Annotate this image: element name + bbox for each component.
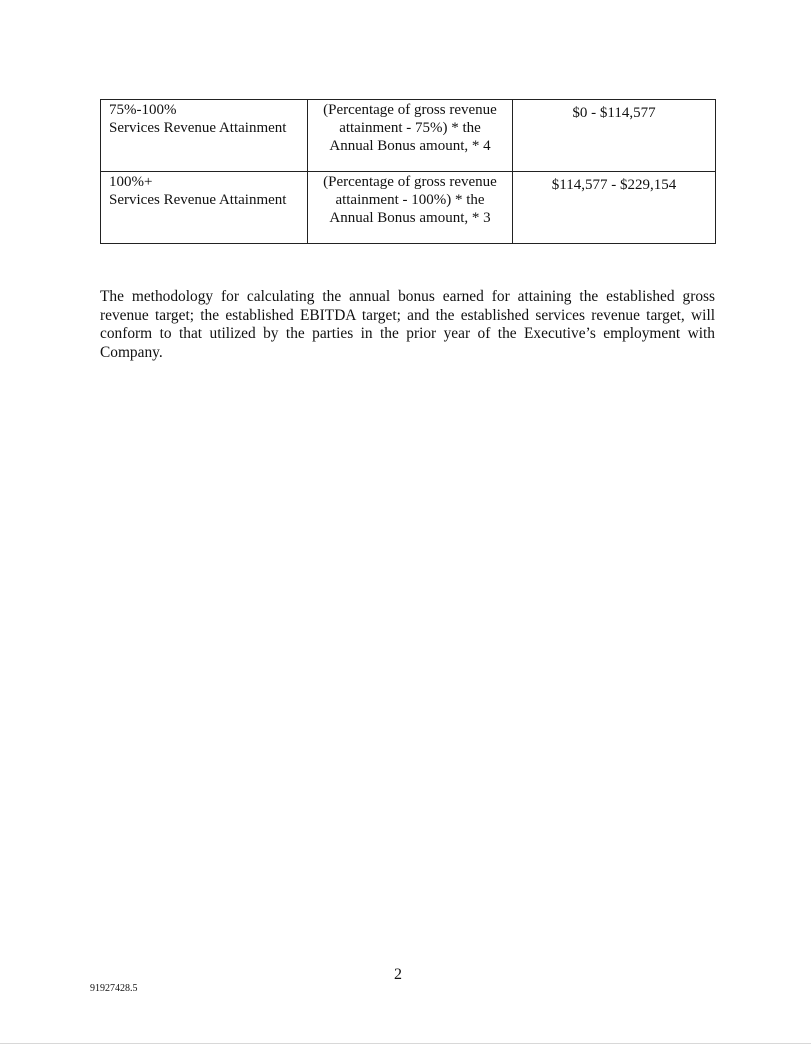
payout-range: $114,577 - $229,154	[551, 177, 677, 193]
payout-range: $0 - $114,577	[572, 105, 656, 121]
table-row	[101, 100, 716, 172]
attainment-range: 100%+	[109, 174, 153, 190]
formula-line: (Percentage of gross revenue	[323, 102, 497, 118]
bonus-table	[100, 99, 716, 244]
page-number: 2	[394, 966, 402, 983]
attainment-range-cell	[101, 172, 308, 244]
payout-cell	[513, 172, 716, 244]
attainment-label: Services Revenue Attainment	[109, 120, 287, 136]
formula-line: attainment - 100%) * the	[335, 192, 485, 208]
formula-cell	[308, 100, 513, 172]
attainment-range: 75%-100%	[109, 102, 177, 118]
attainment-label: Services Revenue Attainment	[109, 192, 287, 208]
formula-cell	[308, 172, 513, 244]
document-id: 91927428.5	[90, 983, 138, 994]
formula-line: attainment - 75%) * the	[339, 120, 481, 136]
formula-line: Annual Bonus amount, * 4	[329, 138, 491, 154]
payout-cell	[513, 100, 716, 172]
attainment-range-cell	[101, 100, 308, 172]
page-bottom-divider	[0, 1043, 811, 1044]
formula-line: Annual Bonus amount, * 3	[329, 210, 491, 226]
table-row	[101, 172, 716, 244]
formula-line: (Percentage of gross revenue	[323, 174, 497, 190]
methodology-paragraph: The methodology for calculating the annual bonus earned for attaining the established gross revenue target; the established EBITDA target; and the established services revenue target, will conform to that utilized by the parties in the prior year of the Executive’s employment with Company.	[100, 288, 715, 361]
